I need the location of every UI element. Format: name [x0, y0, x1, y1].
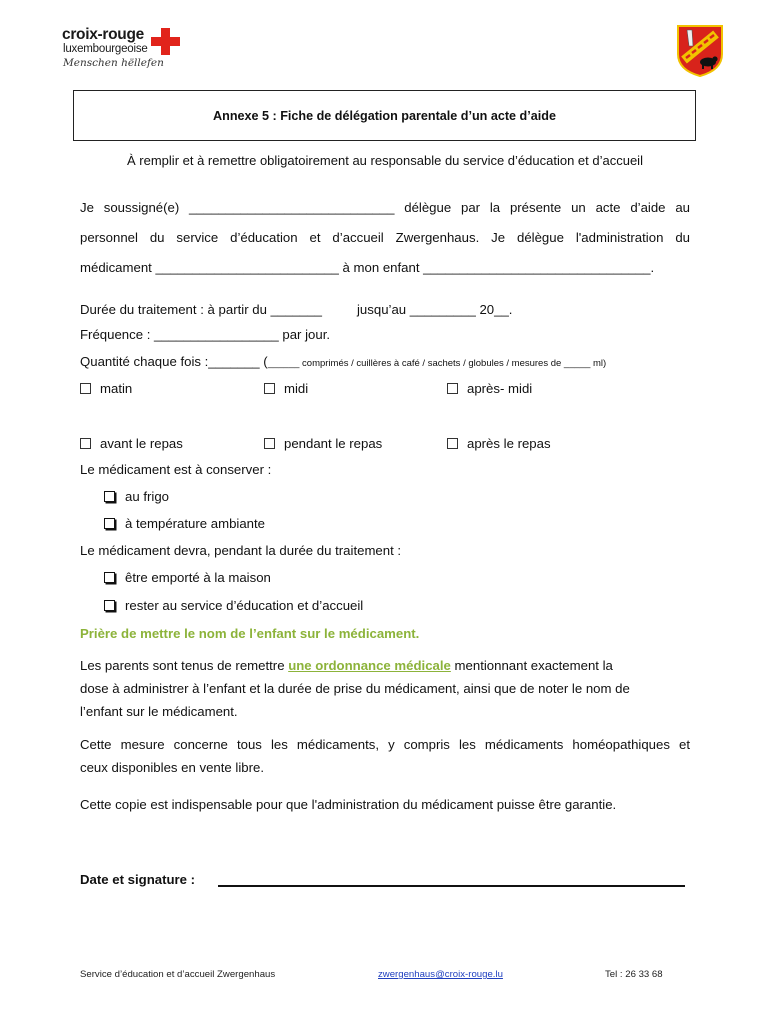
footer-phone: Tel : 26 33 68	[605, 969, 663, 980]
prescription-text: Les parents sont tenus de remettre	[80, 658, 289, 673]
brand-name: croix-rouge	[62, 26, 144, 43]
option-label: être emporté à la maison	[125, 570, 271, 585]
notice-text: Prière de mettre le nom de l’enfant sur le médicament.	[80, 626, 420, 641]
duration-start: Durée du traitement : à partir du _______	[80, 302, 322, 317]
option-label: après- midi	[467, 381, 533, 396]
instructions-subtitle: À remplir et à remettre obligatoirement au responsable du service d’éducation et d’accueil	[127, 153, 643, 168]
prescription-text-end: mentionnant exactement la	[450, 658, 613, 673]
option-midi[interactable]	[264, 381, 308, 396]
delegation-line-2: personnel du service d’éducation et d’accueil Zwergenhaus. Je délègue l'administration du	[80, 230, 690, 245]
option-matin[interactable]	[80, 381, 132, 396]
footer-email-link[interactable]: zwergenhaus@croix-rouge.lu	[378, 969, 503, 980]
option-label: avant le repas	[100, 436, 183, 451]
option-label: après le repas	[467, 436, 551, 451]
option-label: rester au service d’éducation et d’accueil	[125, 598, 364, 613]
title-box	[73, 90, 696, 141]
checkbox-icon[interactable]	[104, 572, 115, 583]
option-pendant-repas[interactable]	[264, 436, 382, 451]
option-apres-repas[interactable]	[447, 436, 551, 451]
checkbox-icon[interactable]	[104, 518, 115, 529]
option-apres-midi[interactable]	[447, 381, 532, 396]
delegation-line-1: Je soussigné(e) ____________________________ délègue par la présente un acte d’aide au	[80, 200, 690, 215]
coat-of-arms-icon	[676, 24, 724, 78]
prescription-line-2: dose à administrer à l’enfant et la durée de prise du médicament, ainsi que de noter le nom de	[80, 681, 630, 696]
quantity-units: ______ comprimés / cuillères à café / sachets / globules / mesures de _____ ml)	[267, 358, 607, 369]
frequency-line: Fréquence : _________________ par jour.	[80, 327, 331, 342]
option-avant-repas[interactable]	[80, 436, 183, 451]
signature-label: Date et signature :	[80, 872, 196, 887]
scope-line-1: Cette mesure concerne tous les médicaments, y compris les médicaments homéopathiques et	[80, 737, 690, 752]
signature-line[interactable]	[218, 885, 685, 887]
checkbox-icon[interactable]	[264, 383, 275, 394]
checkbox-icon[interactable]	[447, 438, 458, 449]
checkbox-icon[interactable]	[80, 383, 91, 394]
option-label: matin	[100, 381, 133, 396]
storage-heading: Le médicament est à conserver :	[80, 462, 272, 477]
option-label: au frigo	[125, 489, 169, 504]
prescription-line-1	[80, 658, 613, 673]
checkbox-icon[interactable]	[447, 383, 458, 394]
copy-note: Cette copie est indispensable pour que l'administration du médicament puisse être garantie.	[80, 797, 617, 812]
checkbox-icon[interactable]	[264, 438, 275, 449]
quantity-label: Quantité chaque fois :_______ (	[80, 354, 268, 369]
prescription-link[interactable]: une ordonnance médicale	[288, 658, 451, 673]
option-frigo[interactable]	[104, 489, 169, 504]
option-label: à température ambiante	[125, 516, 266, 531]
delegation-line-3: médicament _________________________ à mon enfant _______________________________.	[80, 260, 655, 275]
quantity-line	[80, 354, 606, 369]
checkbox-icon[interactable]	[104, 600, 115, 611]
scope-line-2: ceux disponibles en vente libre.	[80, 760, 265, 775]
brand-tagline: Menschen hëllefen	[63, 57, 164, 69]
checkbox-icon[interactable]	[80, 438, 91, 449]
during-heading: Le médicament devra, pendant la durée du traitement :	[80, 543, 402, 558]
option-label: midi	[284, 381, 309, 396]
footer-service: Service d’éducation et d’accueil Zwergenhaus	[80, 969, 276, 980]
checkbox-icon[interactable]	[104, 491, 115, 502]
prescription-line-3: l’enfant sur le médicament.	[80, 704, 238, 719]
duration-end: jusqu’au _________ 20__.	[357, 302, 513, 317]
red-cross-icon	[151, 28, 180, 55]
croix-rouge-logo	[62, 28, 187, 74]
page-title: Annexe 5 : Fiche de délégation parentale d’un acte d’aide	[213, 109, 556, 123]
brand-subname: luxembourgeoise	[63, 43, 148, 55]
option-service[interactable]	[104, 598, 363, 613]
option-label: pendant le repas	[284, 436, 383, 451]
option-temperature[interactable]	[104, 516, 265, 531]
option-maison[interactable]	[104, 570, 271, 585]
